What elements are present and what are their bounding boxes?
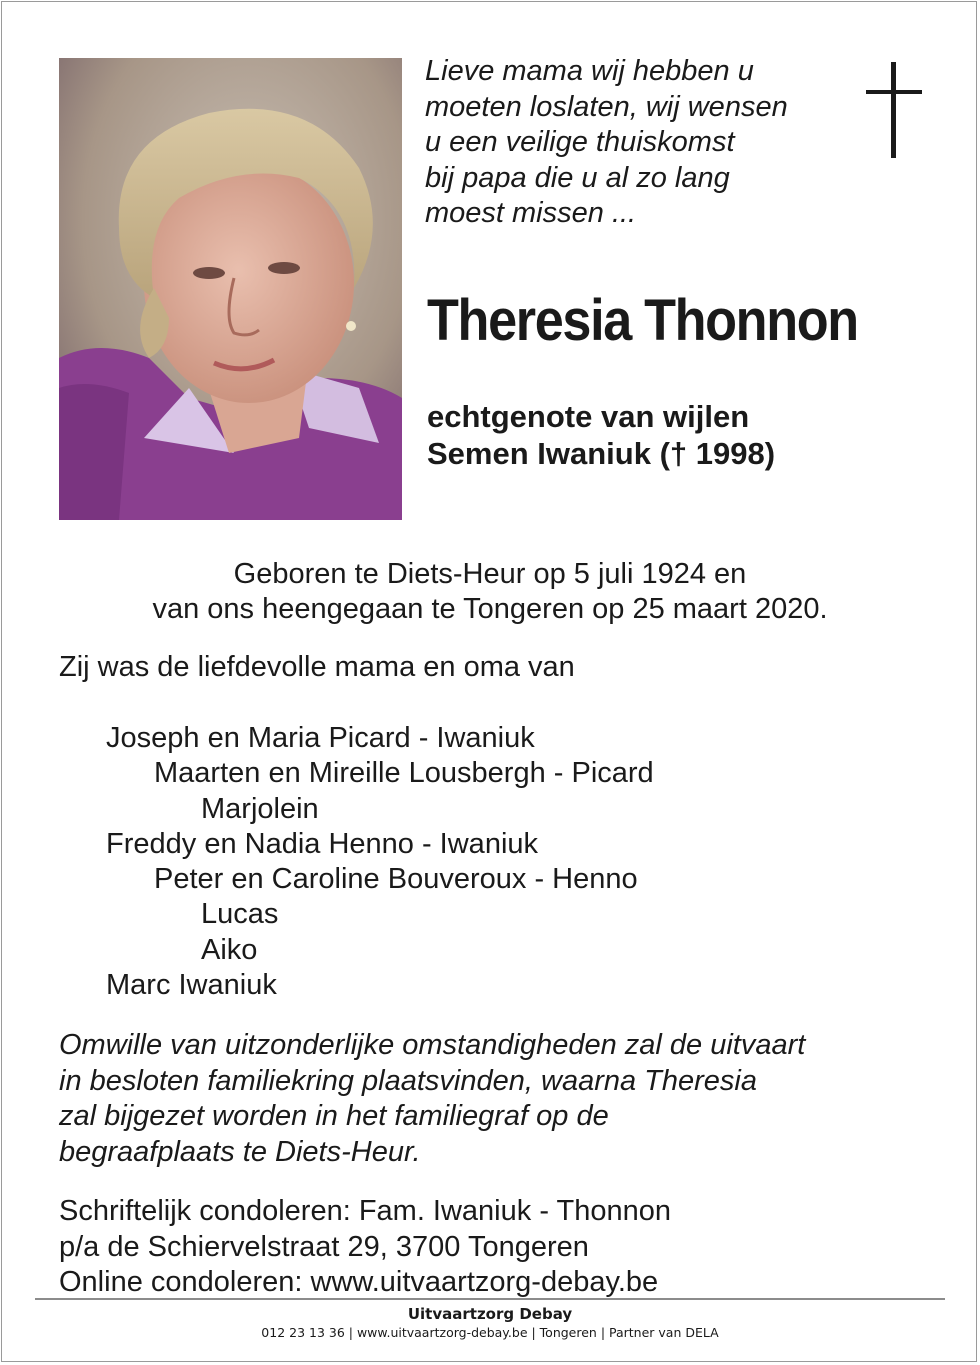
footer-info: 012 23 13 36 | www.uitvaartzorg-debay.be | Tongeren | Partner van DELA <box>261 1325 719 1340</box>
notice-line: begraafplaats te Diets-Heur. <box>59 1135 421 1168</box>
notice-line: in besloten familiekring plaatsvinden, waarna Theresia <box>59 1064 757 1097</box>
list-item: Peter en Caroline Bouveroux - Henno <box>154 863 638 896</box>
spouse-info <box>427 398 775 472</box>
family-intro: Zij was de liefdevolle mama en oma van <box>59 651 575 683</box>
footer-divider <box>35 1298 945 1300</box>
family-list <box>0 721 980 1003</box>
list-item: Marc Iwaniuk <box>106 969 277 1002</box>
poem-line: moeten loslaten, wij wensen <box>425 90 788 123</box>
condolence-address: p/a de Schiervelstraat 29, 3700 Tongeren <box>59 1230 589 1263</box>
poem-line: u een veilige thuiskomst <box>425 126 735 158</box>
list-item: Marjolein <box>201 792 319 825</box>
birth-line: Geboren te Diets-Heur op 5 juli 1924 en <box>233 558 747 590</box>
notice-line: Omwille van uitzonderlijke omstandigheden zal de uitvaart <box>59 1029 806 1061</box>
funeral-notice <box>59 1028 805 1170</box>
deceased-name: Theresia Thonnon <box>427 288 858 353</box>
list-item: Maarten en Mireille Lousbergh - Picard <box>154 757 654 790</box>
spouse-line: Semen Iwaniuk († 1998) <box>427 436 776 471</box>
written-condolence: Schriftelijk condoleren: Fam. Iwaniuk - Thonnon <box>59 1195 671 1227</box>
poem-line: Lieve mama wij hebben u <box>425 55 754 87</box>
death-line: van ons heengegaan te Tongeren op 25 maart 2020. <box>152 593 828 625</box>
notice-line: zal bijgezet worden in het familiegraf op de <box>59 1100 609 1132</box>
poem <box>425 54 845 232</box>
portrait-photo <box>59 58 402 520</box>
poem-line: moest missen ... <box>425 197 637 229</box>
list-item: Lucas <box>201 898 279 931</box>
list-item: Aiko <box>201 933 258 966</box>
poem-line: bij papa die u al zo lang <box>425 161 730 194</box>
footer-brand: Uitvaartzorg Debay <box>407 1305 573 1323</box>
list-item: Joseph en Maria Picard - Iwaniuk <box>106 722 535 754</box>
online-condolence-link[interactable]: Online condoleren: www.uitvaartzorg-debay.be <box>59 1266 659 1298</box>
condolences <box>59 1194 671 1301</box>
list-item: Freddy en Nadia Henno - Iwaniuk <box>106 827 539 860</box>
cross-icon <box>866 62 922 158</box>
life-dates <box>60 557 920 627</box>
spouse-line: echtgenote van wijlen <box>427 399 750 434</box>
